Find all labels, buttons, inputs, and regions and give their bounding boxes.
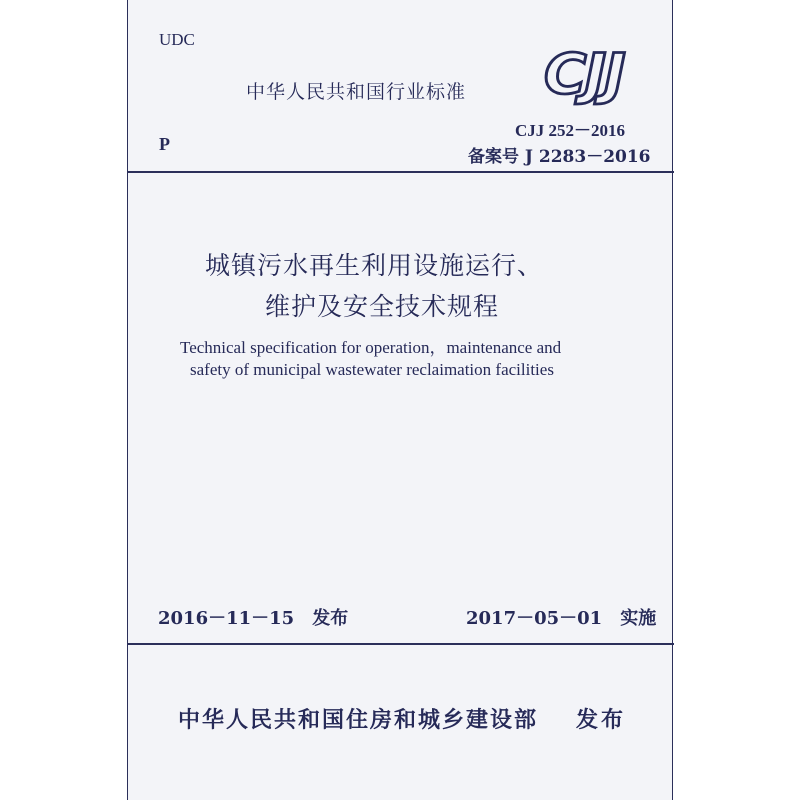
title-cn-line-1: 城镇污水再生利用设施运行、 xyxy=(205,251,544,280)
udc-label: UDC xyxy=(159,30,195,49)
title-cn-line-2: 维护及安全技术规程 xyxy=(265,292,500,321)
standard-code: CJJ 252－2016 xyxy=(515,121,626,140)
cjj-logo: CJJ xyxy=(544,41,624,107)
book-cover xyxy=(127,0,673,800)
top-divider xyxy=(128,171,674,173)
implementation-date: 2017－05－01 实施 xyxy=(466,608,657,629)
title-en-line-1: Technical specification for operation，maintenance and xyxy=(180,338,562,357)
bottom-divider xyxy=(128,643,674,645)
title-en-line-2: safety of municipal wastewater reclaimation facilities xyxy=(190,360,554,379)
publish-label: 发布 xyxy=(576,708,627,733)
standard-type: 中华人民共和国行业标准 xyxy=(246,81,467,103)
record-number: 备案号 J 2283－2016 xyxy=(468,147,651,167)
issue-date: 2016－11－15 发布 xyxy=(158,608,349,629)
publisher-name: 中华人民共和国住房和城乡建设部 xyxy=(178,708,539,733)
classification-label: P xyxy=(159,134,170,154)
